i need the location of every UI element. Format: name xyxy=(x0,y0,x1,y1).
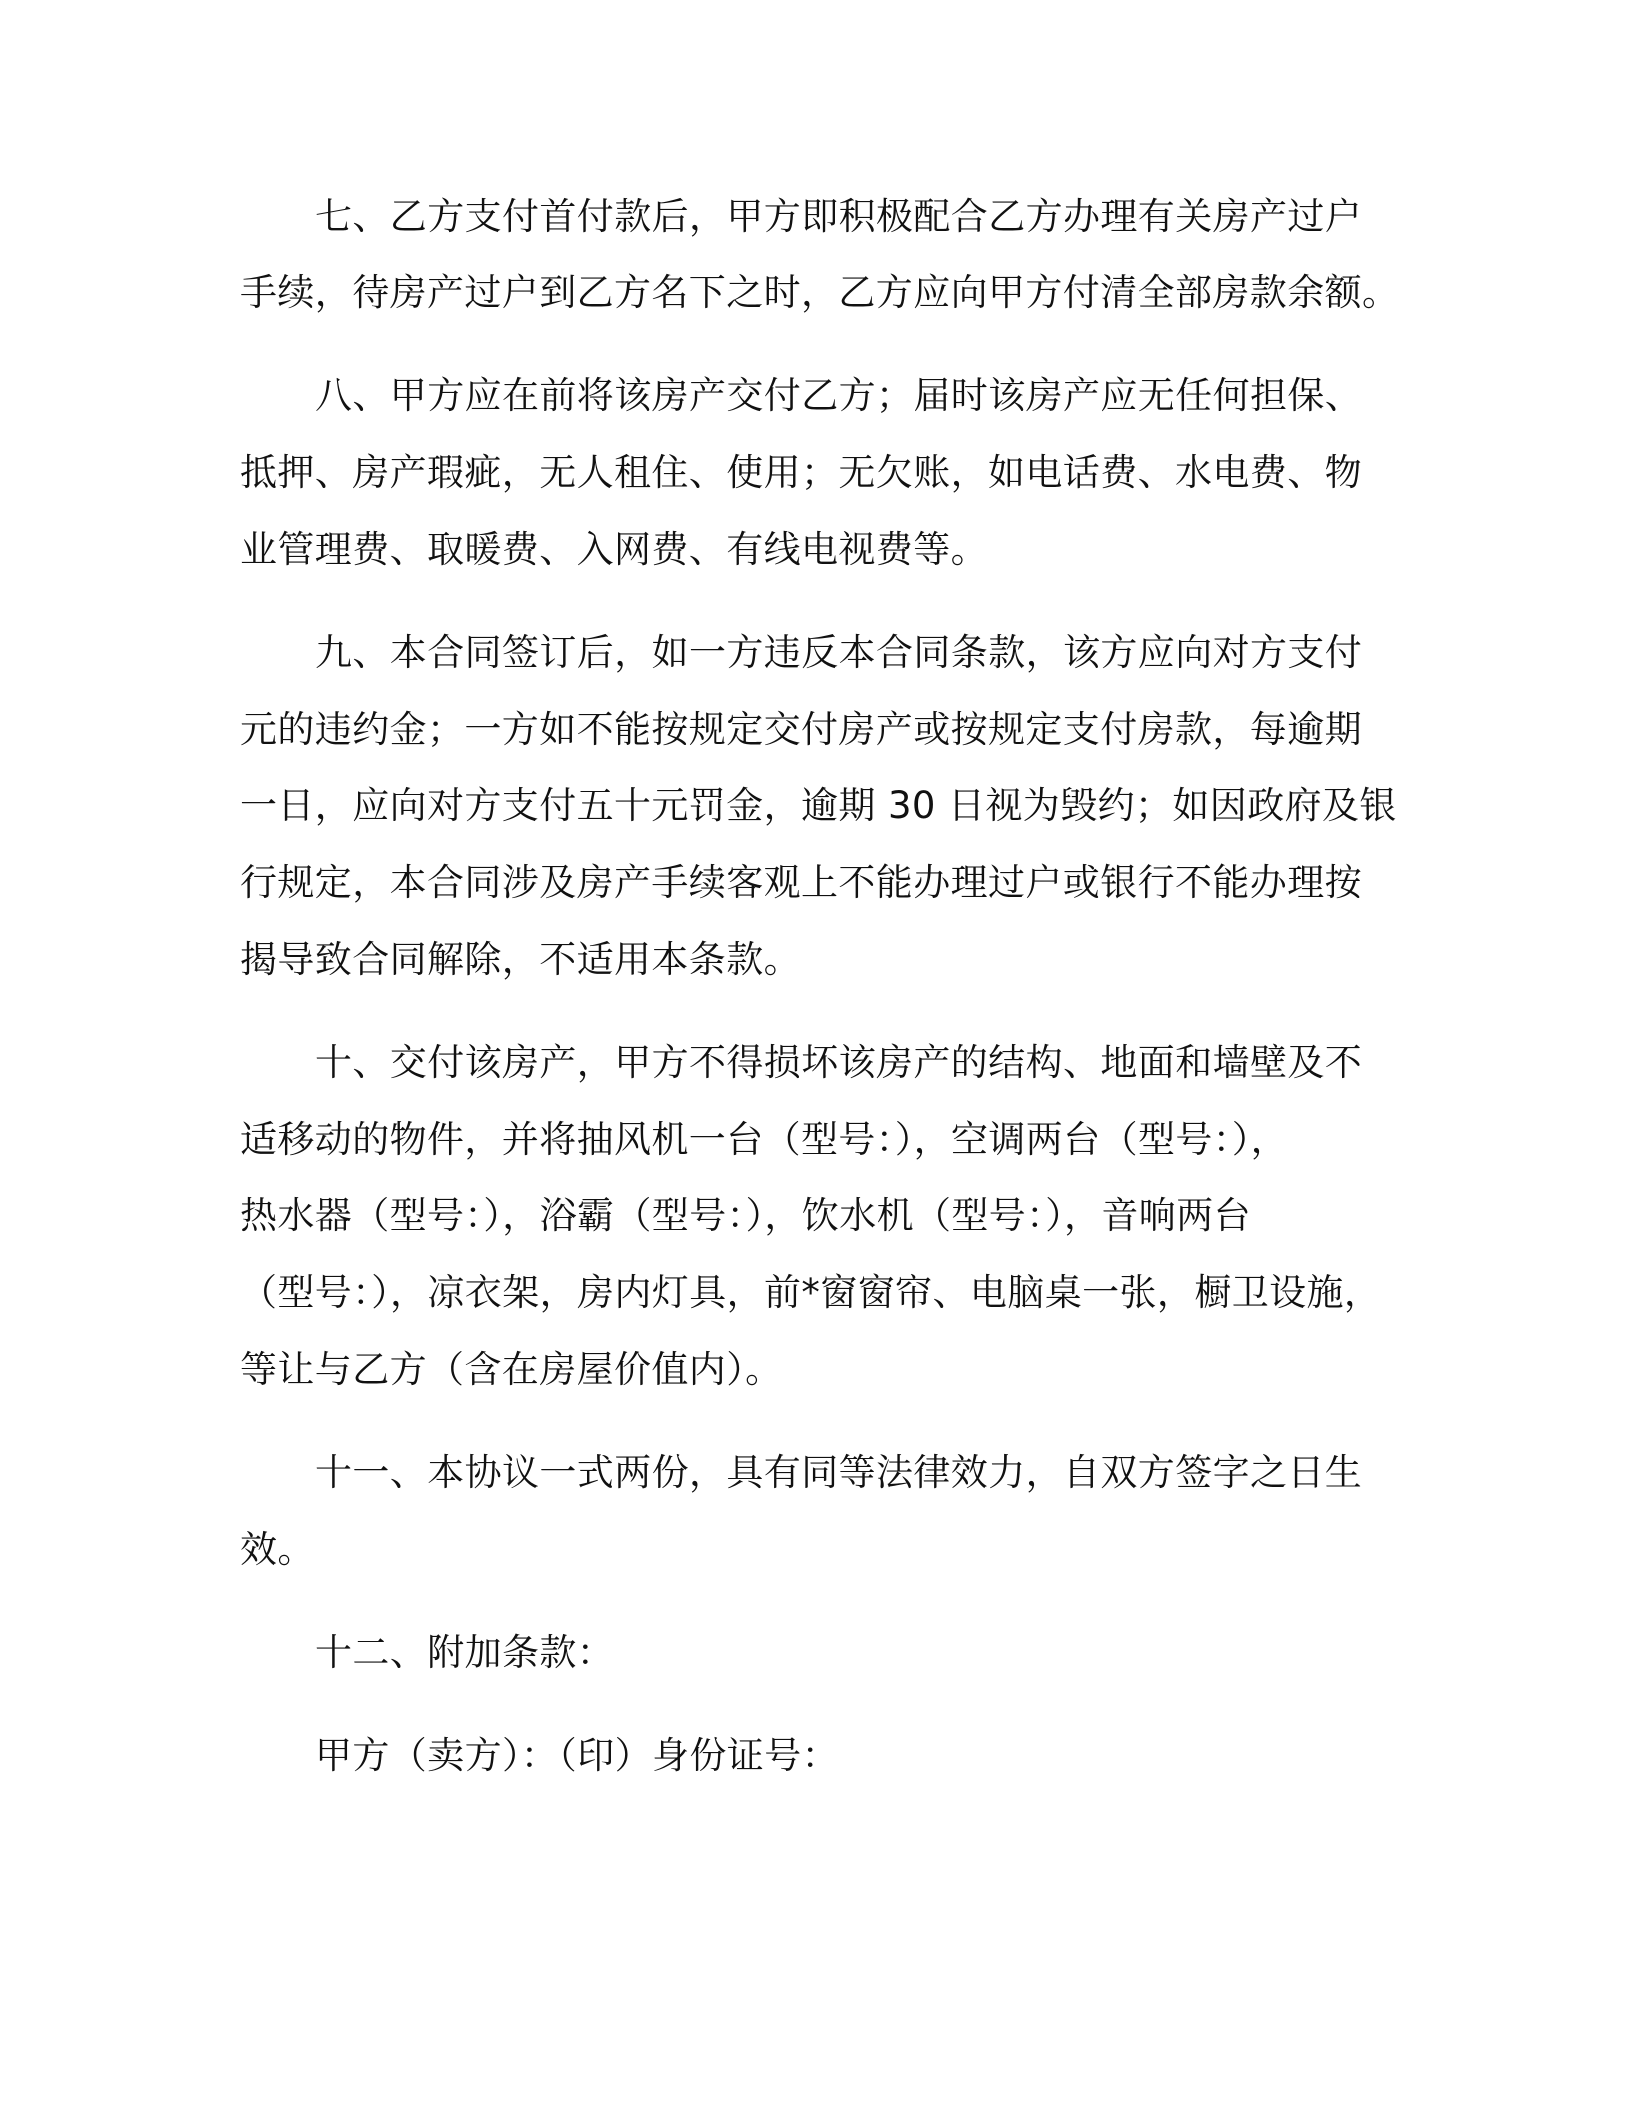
clause-9-line-3: 一日，应向对方支付五十元罚金，逾期 30 日视为毁约；如因政府及银 xyxy=(240,784,1397,827)
clause-7-line-1: 七、乙方支付首付款后，甲方即积极配合乙方办理有关房产过户 xyxy=(315,195,1363,238)
clause-10-line-3: 热水器（型号：），浴霸（型号：），饮水机（型号：），音响两台 xyxy=(240,1194,1251,1237)
clause-8-line-3: 业管理费、取暖费、入网费、有线电视费等。 xyxy=(240,528,988,571)
clause-9-line-4: 行规定，本合同涉及房产手续客观上不能办理过户或银行不能办理按 xyxy=(240,861,1362,904)
clause-11-line-2: 效。 xyxy=(240,1528,315,1571)
clause-10-line-5: 等让与乙方（含在房屋价值内）。 xyxy=(240,1348,783,1391)
clause-8-line-2: 抵押、房产瑕疵，无人租住、使用；无欠账，如电话费、水电费、物 xyxy=(240,451,1362,494)
clause-12-heading: 十二、附加条款： xyxy=(315,1631,615,1674)
seller-signature-line: 甲方（卖方）：（印）身份证号： xyxy=(315,1734,839,1777)
clause-10-line-2: 适移动的物件，并将抽风机一台（型号：），空调两台（型号：）， xyxy=(240,1118,1288,1161)
clause-9-line-2: 元的违约金；一方如不能按规定交付房产或按规定支付房款，每逾期 xyxy=(240,708,1362,751)
clause-10-line-4: （型号：），凉衣架，房内灯具，前*窗窗帘、电脑桌一张，橱卫设施， xyxy=(240,1271,1382,1314)
clause-9-line-1: 九、本合同签订后，如一方违反本合同条款，该方应向对方支付 xyxy=(315,631,1363,674)
clause-9-line-5: 揭导致合同解除，不适用本条款。 xyxy=(240,938,801,981)
clause-8-line-1: 八、甲方应在前将该房产交付乙方；届时该房产应无任何担保、 xyxy=(315,374,1363,417)
clause-11-line-1: 十一、本协议一式两份，具有同等法律效力，自双方签字之日生 xyxy=(315,1451,1363,1494)
clause-10-line-1: 十、交付该房产，甲方不得损坏该房产的结构、地面和墙壁及不 xyxy=(315,1041,1363,1084)
clause-7-line-2: 手续，待房产过户到乙方名下之时，乙方应向甲方付清全部房款余额。 xyxy=(240,271,1400,314)
